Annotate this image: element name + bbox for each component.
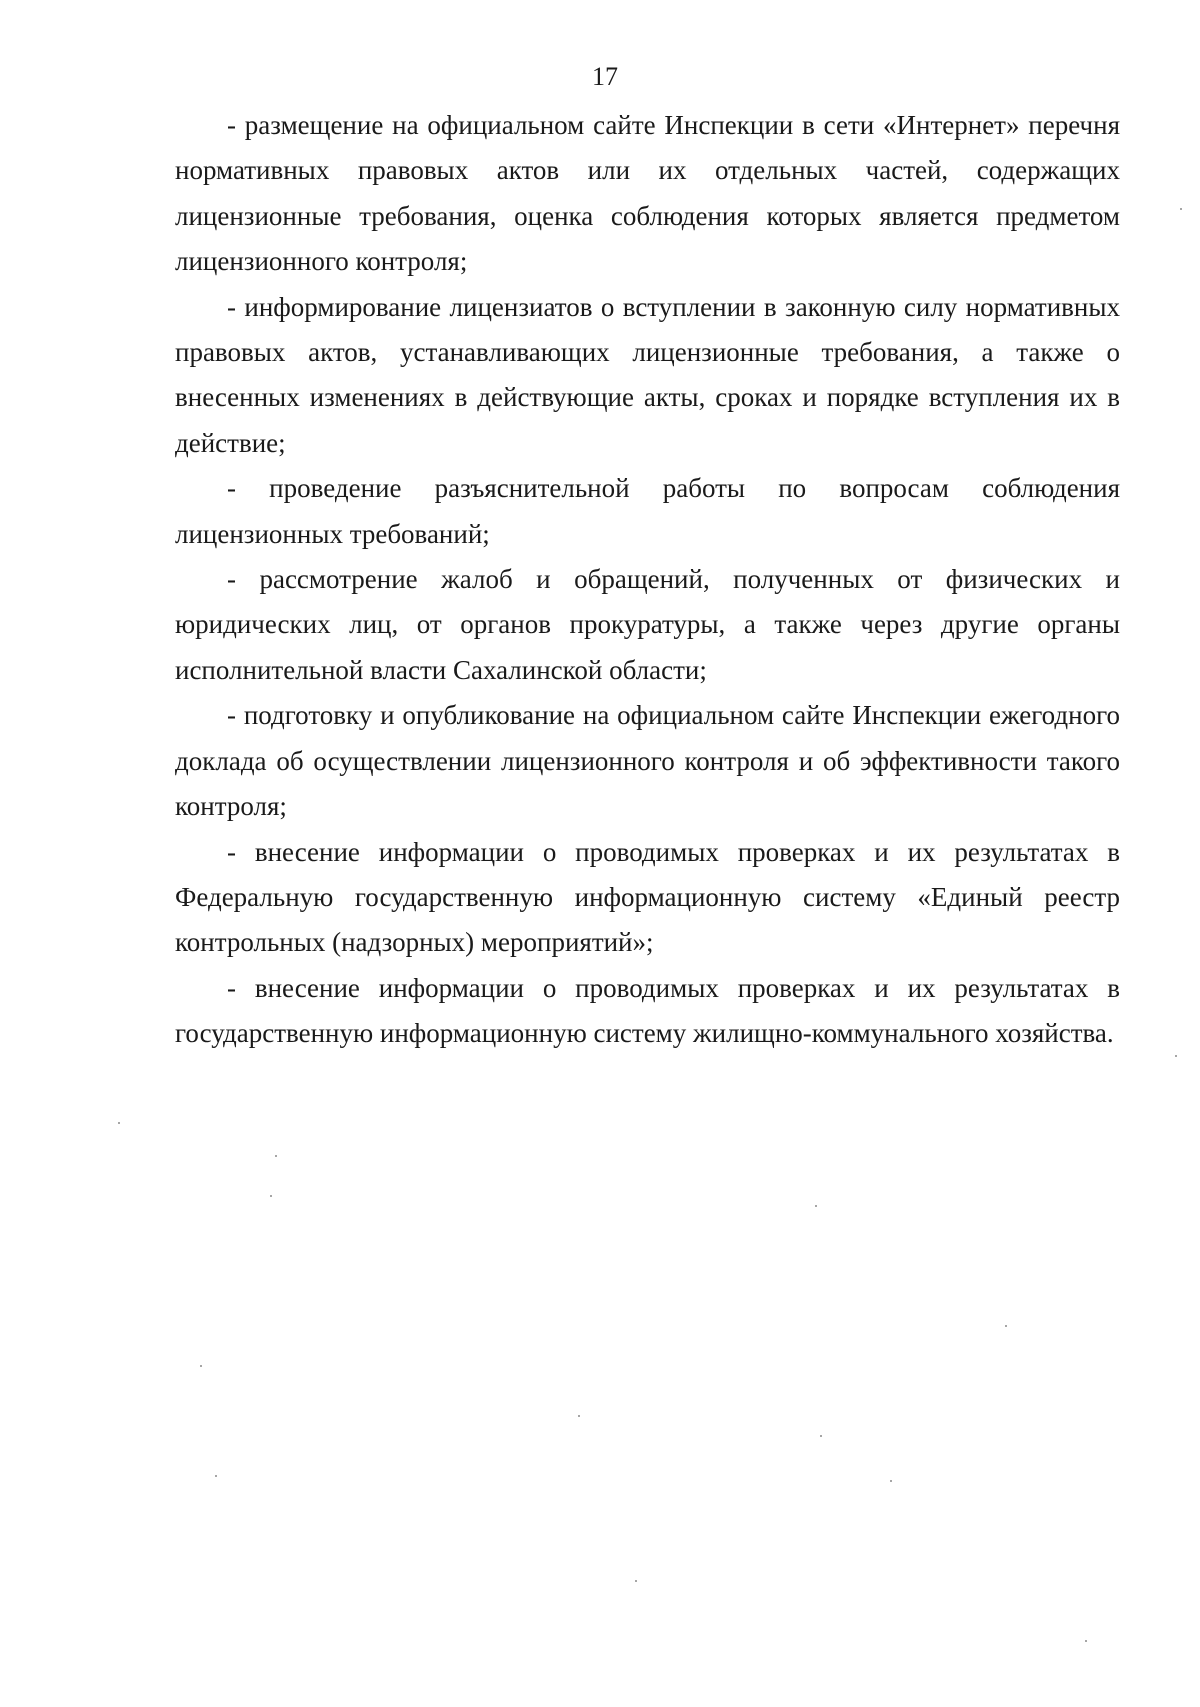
scan-speck [1005, 1325, 1007, 1327]
scan-speck [118, 1122, 120, 1124]
scan-speck [578, 1415, 580, 1417]
paragraph-7: - внесение информации о проводимых проверках и их результатах в государственную информационную систему жилищно-коммунального хозяйства. [175, 972, 1120, 1049]
scan-speck [200, 1365, 202, 1367]
paragraph-6: - внесение информации о проводимых проверках и их результатах в Федеральную государственную информационную систему «Единый реестр контрольных (надзорных) мероприятий»; [175, 836, 1120, 958]
scan-speck [215, 1475, 217, 1477]
scan-speck [890, 1480, 892, 1482]
scan-speck [1175, 1055, 1177, 1057]
scan-speck [1180, 208, 1182, 210]
document-body [175, 103, 1120, 1057]
paragraph-1: - размещение на официальном сайте Инспекции в сети «Интернет» перечня нормативных правовых актов или их отдельных частей, содержащих лицензионные требования, оценка соблюдения которых является предметом лицензионного контроля; [175, 110, 1120, 277]
scan-speck [275, 1155, 277, 1157]
scan-speck [815, 1205, 817, 1207]
scan-speck [270, 1195, 272, 1197]
scan-speck [635, 1580, 637, 1582]
paragraph-2: - информирование лицензиатов о вступлении в законную силу нормативных правовых актов, устанавливающих лицензионные требования, а также о внесенных изменениях в действующие акты, сроках и порядке вступления их в действие; [175, 291, 1120, 458]
page-number: 17 [592, 62, 618, 91]
scan-speck [1085, 1640, 1087, 1642]
scan-speck [820, 1435, 822, 1437]
paragraph-5: - подготовку и опубликование на официальном сайте Инспекции ежегодного доклада об осуществлении лицензионного контроля и об эффективности такого контроля; [175, 700, 1120, 822]
paragraph-4: - рассмотрение жалоб и обращений, полученных от физических и юридических лиц, от органов прокуратуры, а также через другие органы исполнительной власти Сахалинской области; [175, 564, 1120, 685]
paragraph-3: - проведение разъяснительной работы по вопросам соблюдения лицензионных требований; [175, 473, 1120, 549]
